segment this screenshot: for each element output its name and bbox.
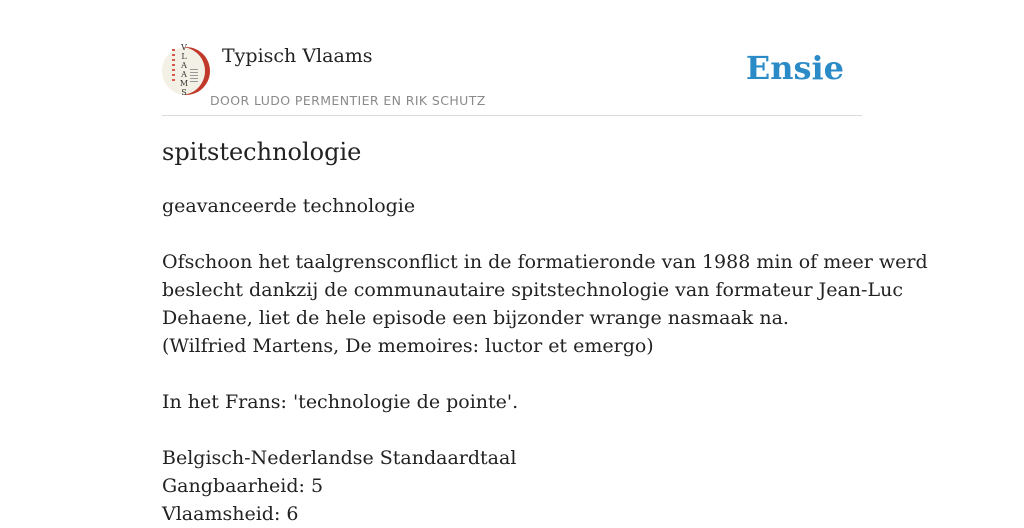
blank-line — [162, 360, 862, 388]
quote-source: (Wilfried Martens, De memoires: luctor et emergo) — [162, 335, 654, 357]
logo-red-mark — [172, 49, 175, 83]
blog-avatar[interactable] — [162, 43, 210, 97]
blog-title-link[interactable]: Typisch Vlaams — [222, 45, 373, 67]
french-note: In het Frans: 'technologie de pointe'. — [162, 391, 519, 413]
entry-title: spitstechnologie — [162, 138, 362, 166]
vlaamsheid-rating: Vlaamsheid: 6 — [162, 503, 299, 525]
ensie-logo-link[interactable]: Ensie — [745, 49, 844, 87]
blank-line — [162, 220, 862, 248]
quote-line: Dehaene, liet de hele episode een bijzonder wrange nasmaak na. — [162, 307, 789, 329]
logo-lines — [190, 69, 198, 83]
logo-letters: V L A A M S — [179, 43, 189, 97]
blog-authors: DOOR LUDO PERMENTIER EN RIK SCHUTZ — [210, 93, 486, 108]
quote-line: Ofschoon het taalgrensconflict in de formatieronde van 1988 min of meer werd — [162, 251, 928, 273]
blog-header — [162, 0, 862, 116]
gangbaarheid-rating: Gangbaarheid: 5 — [162, 475, 324, 497]
language-label: Belgisch-Nederlandse Standaardtaal — [162, 447, 517, 469]
page-container — [162, 0, 928, 525]
quote-line: beslecht dankzij de communautaire spitstechnologie van formateur Jean-Luc — [162, 279, 903, 301]
entry-body — [162, 192, 928, 528]
blank-line — [162, 416, 862, 444]
entry-definition: geavanceerde technologie — [162, 195, 416, 217]
